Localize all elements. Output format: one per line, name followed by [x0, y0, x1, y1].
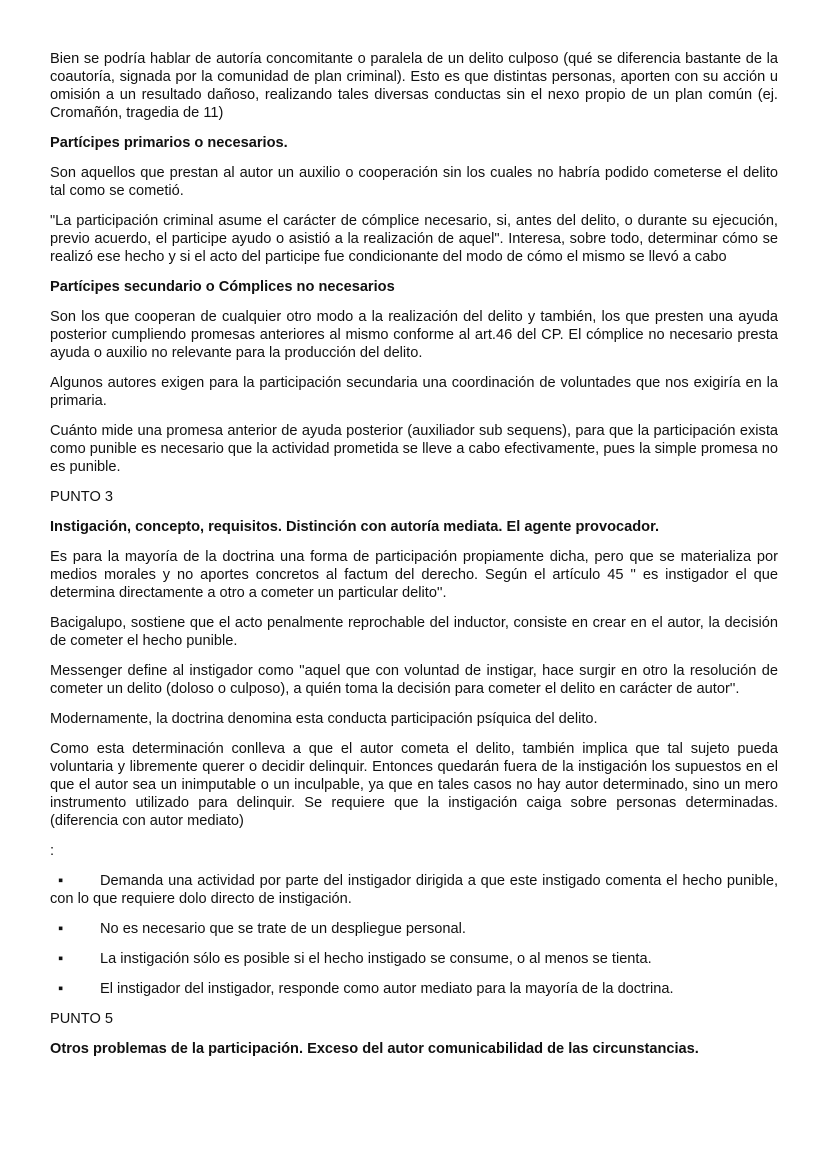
heading-otros-problemas: Otros problemas de la participación. Exceso del autor comunicabilidad de las circunstancias.: [50, 1041, 699, 1057]
paragraph-bacigalupo: Bacigalupo, sostiene que el acto penalmente reprochable del inductor, consiste en crear en el autor, la decisión de cometer el hecho punible.: [50, 615, 778, 649]
list-item-text: No es necesario que se trate de un despliegue personal.: [100, 921, 466, 937]
bullet-icon: ▪: [58, 951, 64, 967]
bullet-icon: ▪: [58, 873, 64, 889]
heading-instigacion: Instigación, concepto, requisitos. Distinción con autoría mediata. El agente provocador.: [50, 519, 659, 535]
list-item: [50, 920, 778, 938]
list-item-text: El instigador del instigador, responde como autor mediato para la mayoría de la doctrina.: [100, 981, 674, 997]
paragraph-participes-primarios-def: Son aquellos que prestan al autor un auxilio o cooperación sin los cuales no habría podido cometerse el delito tal como se cometió.: [50, 165, 778, 199]
list-item: [50, 950, 778, 968]
heading-participes-primarios: Partícipes primarios o necesarios.: [50, 135, 288, 151]
paragraph-autoria-concomitante: Bien se podría hablar de autoría concomitante o paralela de un delito culposo (qué se diferencia bastante de la coautoría, signada por la comunidad de plan criminal). Esto es que distintas personas, aporten con su acción u omisión a un resultado dañoso, realizando tales diversas conductas sin el nexo propio de un plan común (ej. Cromañón, tragedia de 11): [50, 51, 778, 121]
paragraph-messenger: Messenger define al instigador como ''aquel que con voluntad de instigar, hace surgir en otro la resolución de cometer un delito (doloso o culposo), a quién toma la decisión para cometer el delito en carácter de autor''.: [50, 663, 778, 697]
list-item-text: Demanda una actividad por parte del instigador dirigida a que este instigado comenta el hecho punible, con lo que requiere dolo directo de instigación.: [50, 873, 778, 907]
heading-participes-secundarios: Partícipes secundario o Cómplices no necesarios: [50, 279, 395, 295]
paragraph-instigacion-def: Es para la mayoría de la doctrina una forma de participación propiamente dicha, pero que se materializa por medios morales y no aportes concretos al factum del derecho. Según el artículo 45 '' es instigador el que determina directamente a otro a cometer un particular delito''.: [50, 549, 778, 601]
list-item: [50, 980, 778, 998]
bullet-icon: ▪: [58, 981, 64, 997]
paragraph-determinacion: Como esta determinación conlleva a que el autor cometa el delito, también implica que tal sujeto pueda voluntaria y libremente querer o decidir delinquir. Entonces quedarán fuera de la instigación los supuestos en el que el autor sea un inimputable o un inculpable, ya que en tales casos no hay autor determinado, sino un mero instrumento utilizado para delinquir. Se requiere que la instigación caiga sobre personas determinadas. (diferencia con autor mediato): [50, 741, 778, 829]
section-label-punto-5: PUNTO 5: [50, 1011, 113, 1027]
list-item: [50, 872, 778, 908]
paragraph-participes-secundarios-def: Son los que cooperan de cualquier otro modo a la realización del delito y también, los que presten una ayuda posterior cumpliendo promesas anteriores al mismo conforme al art.46 del CP. El cómplice no necesario presta ayuda o auxilio no relevante para la producción del delito.: [50, 309, 778, 361]
paragraph-complice-necesario-quote: "La participación criminal asume el carácter de cómplice necesario, si, antes del delito, o durante su ejecución, previo acuerdo, el participe ayudo o asistió a la realización de aquel". Interesa, sobre todo, determinar cómo se realizó ese hecho y si el acto del participe fue condicionante del modo de cómo el mismo se llevó a cabo: [50, 213, 778, 265]
bullet-icon: ▪: [58, 921, 64, 937]
paragraph-promesa-anterior: Cuánto mide una promesa anterior de ayuda posterior (auxiliador sub sequens), para que la participación exista como punible es necesario que la actividad prometida se lleve a cabo efectivamente, pues la simple promesa no es punible.: [50, 423, 778, 475]
paragraph-coordinacion-voluntades: Algunos autores exigen para la participación secundaria una coordinación de voluntades que nos exigiría en la primaria.: [50, 375, 778, 409]
paragraph-modernamente: Modernamente, la doctrina denomina esta conducta participación psíquica del delito.: [50, 711, 598, 727]
colon-marker: :: [50, 843, 55, 859]
section-label-punto-3: PUNTO 3: [50, 489, 113, 505]
list-item-text: La instigación sólo es posible si el hecho instigado se consume, o al menos se tienta.: [100, 951, 652, 967]
